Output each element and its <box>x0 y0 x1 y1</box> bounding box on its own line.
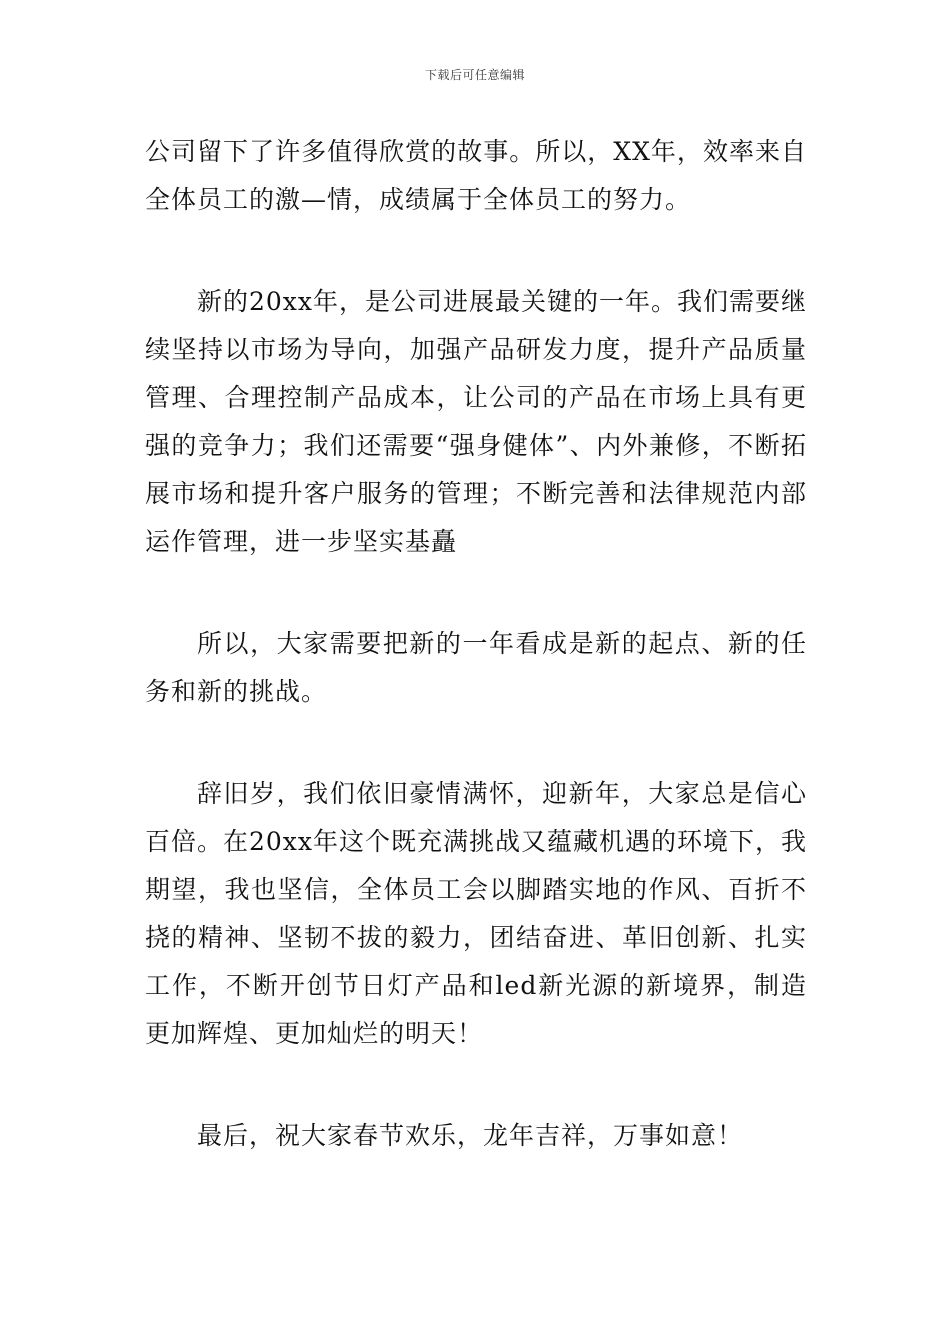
paragraph-4: 辞旧岁，我们依旧豪情满怀，迎新年，大家总是信心百倍。在20xx年这个既充满挑战又蕴藏机遇的环境下，我期望，我也坚信，全体员工会以脚踏实地的作风、百折不挠的精神、坚韧不拔的毅力，团结奋进、革旧创新、扎实工作，不断开创节日灯产品和led新光源的新境界，制造更加辉煌、更加灿烂的明天！ <box>145 779 808 1048</box>
header-note: 下载后可任意编辑 <box>424 68 525 82</box>
paragraph-1: 公司留下了许多值得欣赏的故事。所以，XX年，效率来自全体员工的激—情，成绩属于全体员工的努力。 <box>145 137 807 214</box>
paragraph-2: 新的20xx年，是公司进展最关键的一年。我们需要继续坚持以市场为导向，加强产品研发力度，提升产品质量管理、合理控制产品成本，让公司的产品在市场上具有更强的竞争力；我们还需要“强身健体”、内外兼修，不断拓展市场和提升客户服务的管理；不断完善和法律规范内部运作管理，进一步坚实基矗 <box>145 287 808 556</box>
paragraph-5: 最后，祝大家春节欢乐，龙年吉祥，万事如意！ <box>197 1121 744 1150</box>
paragraph-3: 所以，大家需要把新的一年看成是新的起点、新的任务和新的挑战。 <box>145 629 807 706</box>
body-text <box>145 128 807 1214</box>
